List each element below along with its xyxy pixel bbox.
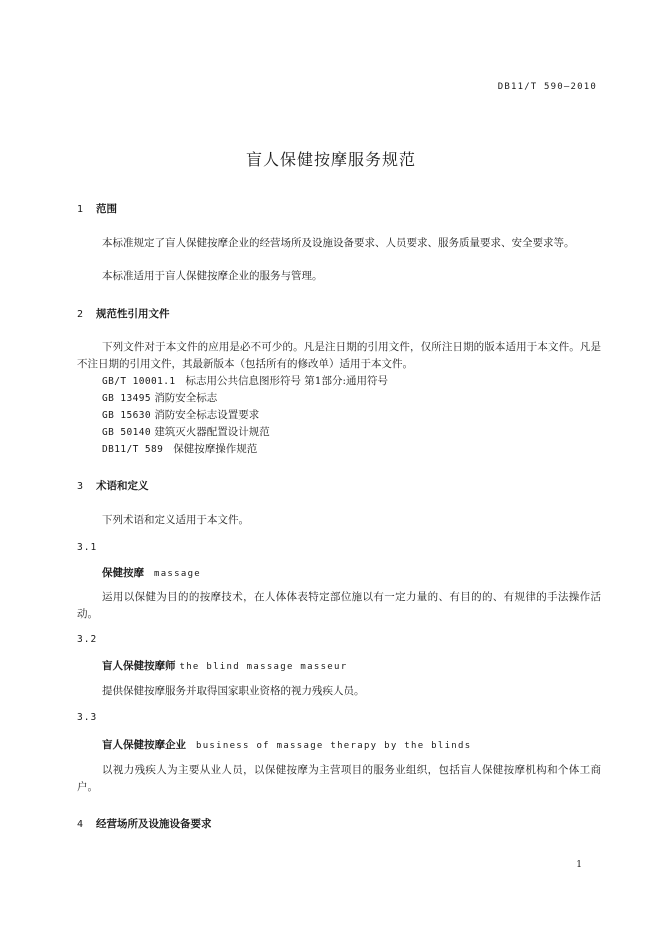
term-number: 3.2	[77, 634, 98, 645]
term-english: massage	[154, 569, 202, 579]
document-title: 盲人保健按摩服务规范	[245, 150, 416, 169]
section-4-heading	[77, 816, 212, 831]
section-3-paragraph-1: 下列术语和定义适用于本文件。	[102, 514, 249, 526]
section-title: 经营场所及设施设备要求	[96, 818, 212, 830]
reference-title: 保健按摩操作规范	[173, 443, 258, 455]
term-number: 3.1	[77, 542, 98, 553]
term-number: 3.3	[77, 712, 98, 723]
term-heading	[102, 658, 347, 673]
section-3-heading	[77, 478, 149, 493]
reference-code: GB 50140	[102, 427, 151, 438]
term-definition: 运用以保健为目的的按摩技术，在人体体表特定部位施以有一定力量的、有目的的、有规律的手法操作活动。	[77, 591, 601, 620]
reference-title: 标志用公共信息图形符号 第1部分:通用符号	[185, 375, 389, 387]
reference-code: GB 13495	[102, 393, 151, 404]
term-definition: 以视力残疾人为主要从业人员，以保健按摩为主营项目的服务业组织，包括盲人保健按摩机构和个体工商户。	[77, 764, 601, 793]
reference-code: GB/T 10001.1	[102, 376, 176, 387]
term-chinese: 盲人保健按摩企业	[102, 739, 186, 751]
section-number: 3	[77, 481, 84, 492]
reference-item	[102, 407, 259, 424]
term-heading	[102, 737, 471, 752]
reference-title: 消防安全标志	[154, 392, 218, 404]
reference-item	[102, 373, 388, 390]
section-title: 范围	[96, 203, 117, 215]
section-1-heading	[77, 201, 117, 216]
reference-title: 消防安全标志设置要求	[154, 409, 260, 421]
term-definition: 提供保健按摩服务并取得国家职业资格的视力残疾人员。	[102, 685, 365, 697]
section-number: 2	[77, 309, 84, 320]
reference-code: DB11/T 589	[102, 444, 164, 455]
section-title: 规范性引用文件	[96, 308, 170, 320]
section-title: 术语和定义	[96, 480, 149, 492]
standard-code: DB11/T 590—2010	[497, 82, 597, 92]
section-2-paragraph-1: 下列文件对于本文件的应用是必不可少的。凡是注日期的引用文件，仅所注日期的版本适用于本文件。凡是不注日期的引用文件，其最新版本（包括所有的修改单）适用于本文件。	[77, 341, 601, 370]
reference-item	[102, 390, 217, 407]
term-english: the blind massage masseur	[179, 662, 348, 672]
section-number: 1	[77, 204, 84, 215]
term-chinese: 保健按摩	[102, 567, 144, 579]
reference-item	[102, 424, 270, 441]
reference-item	[102, 441, 257, 458]
section-2-heading	[77, 306, 170, 321]
reference-title: 建筑灭火器配置设计规范	[154, 426, 270, 438]
term-chinese: 盲人保健按摩师	[102, 660, 176, 672]
page-number: 1	[576, 860, 582, 870]
reference-code: GB 15630	[102, 410, 151, 421]
section-1-paragraph-1: 本标准规定了盲人保健按摩企业的经营场所及设施设备要求、人员要求、服务质量要求、安全要求等。	[102, 237, 575, 249]
term-english: business of massage therapy by the blinds	[196, 741, 472, 751]
term-heading	[102, 565, 201, 580]
section-number: 4	[77, 819, 84, 830]
section-1-paragraph-2: 本标准适用于盲人保健按摩企业的服务与管理。	[102, 270, 323, 282]
